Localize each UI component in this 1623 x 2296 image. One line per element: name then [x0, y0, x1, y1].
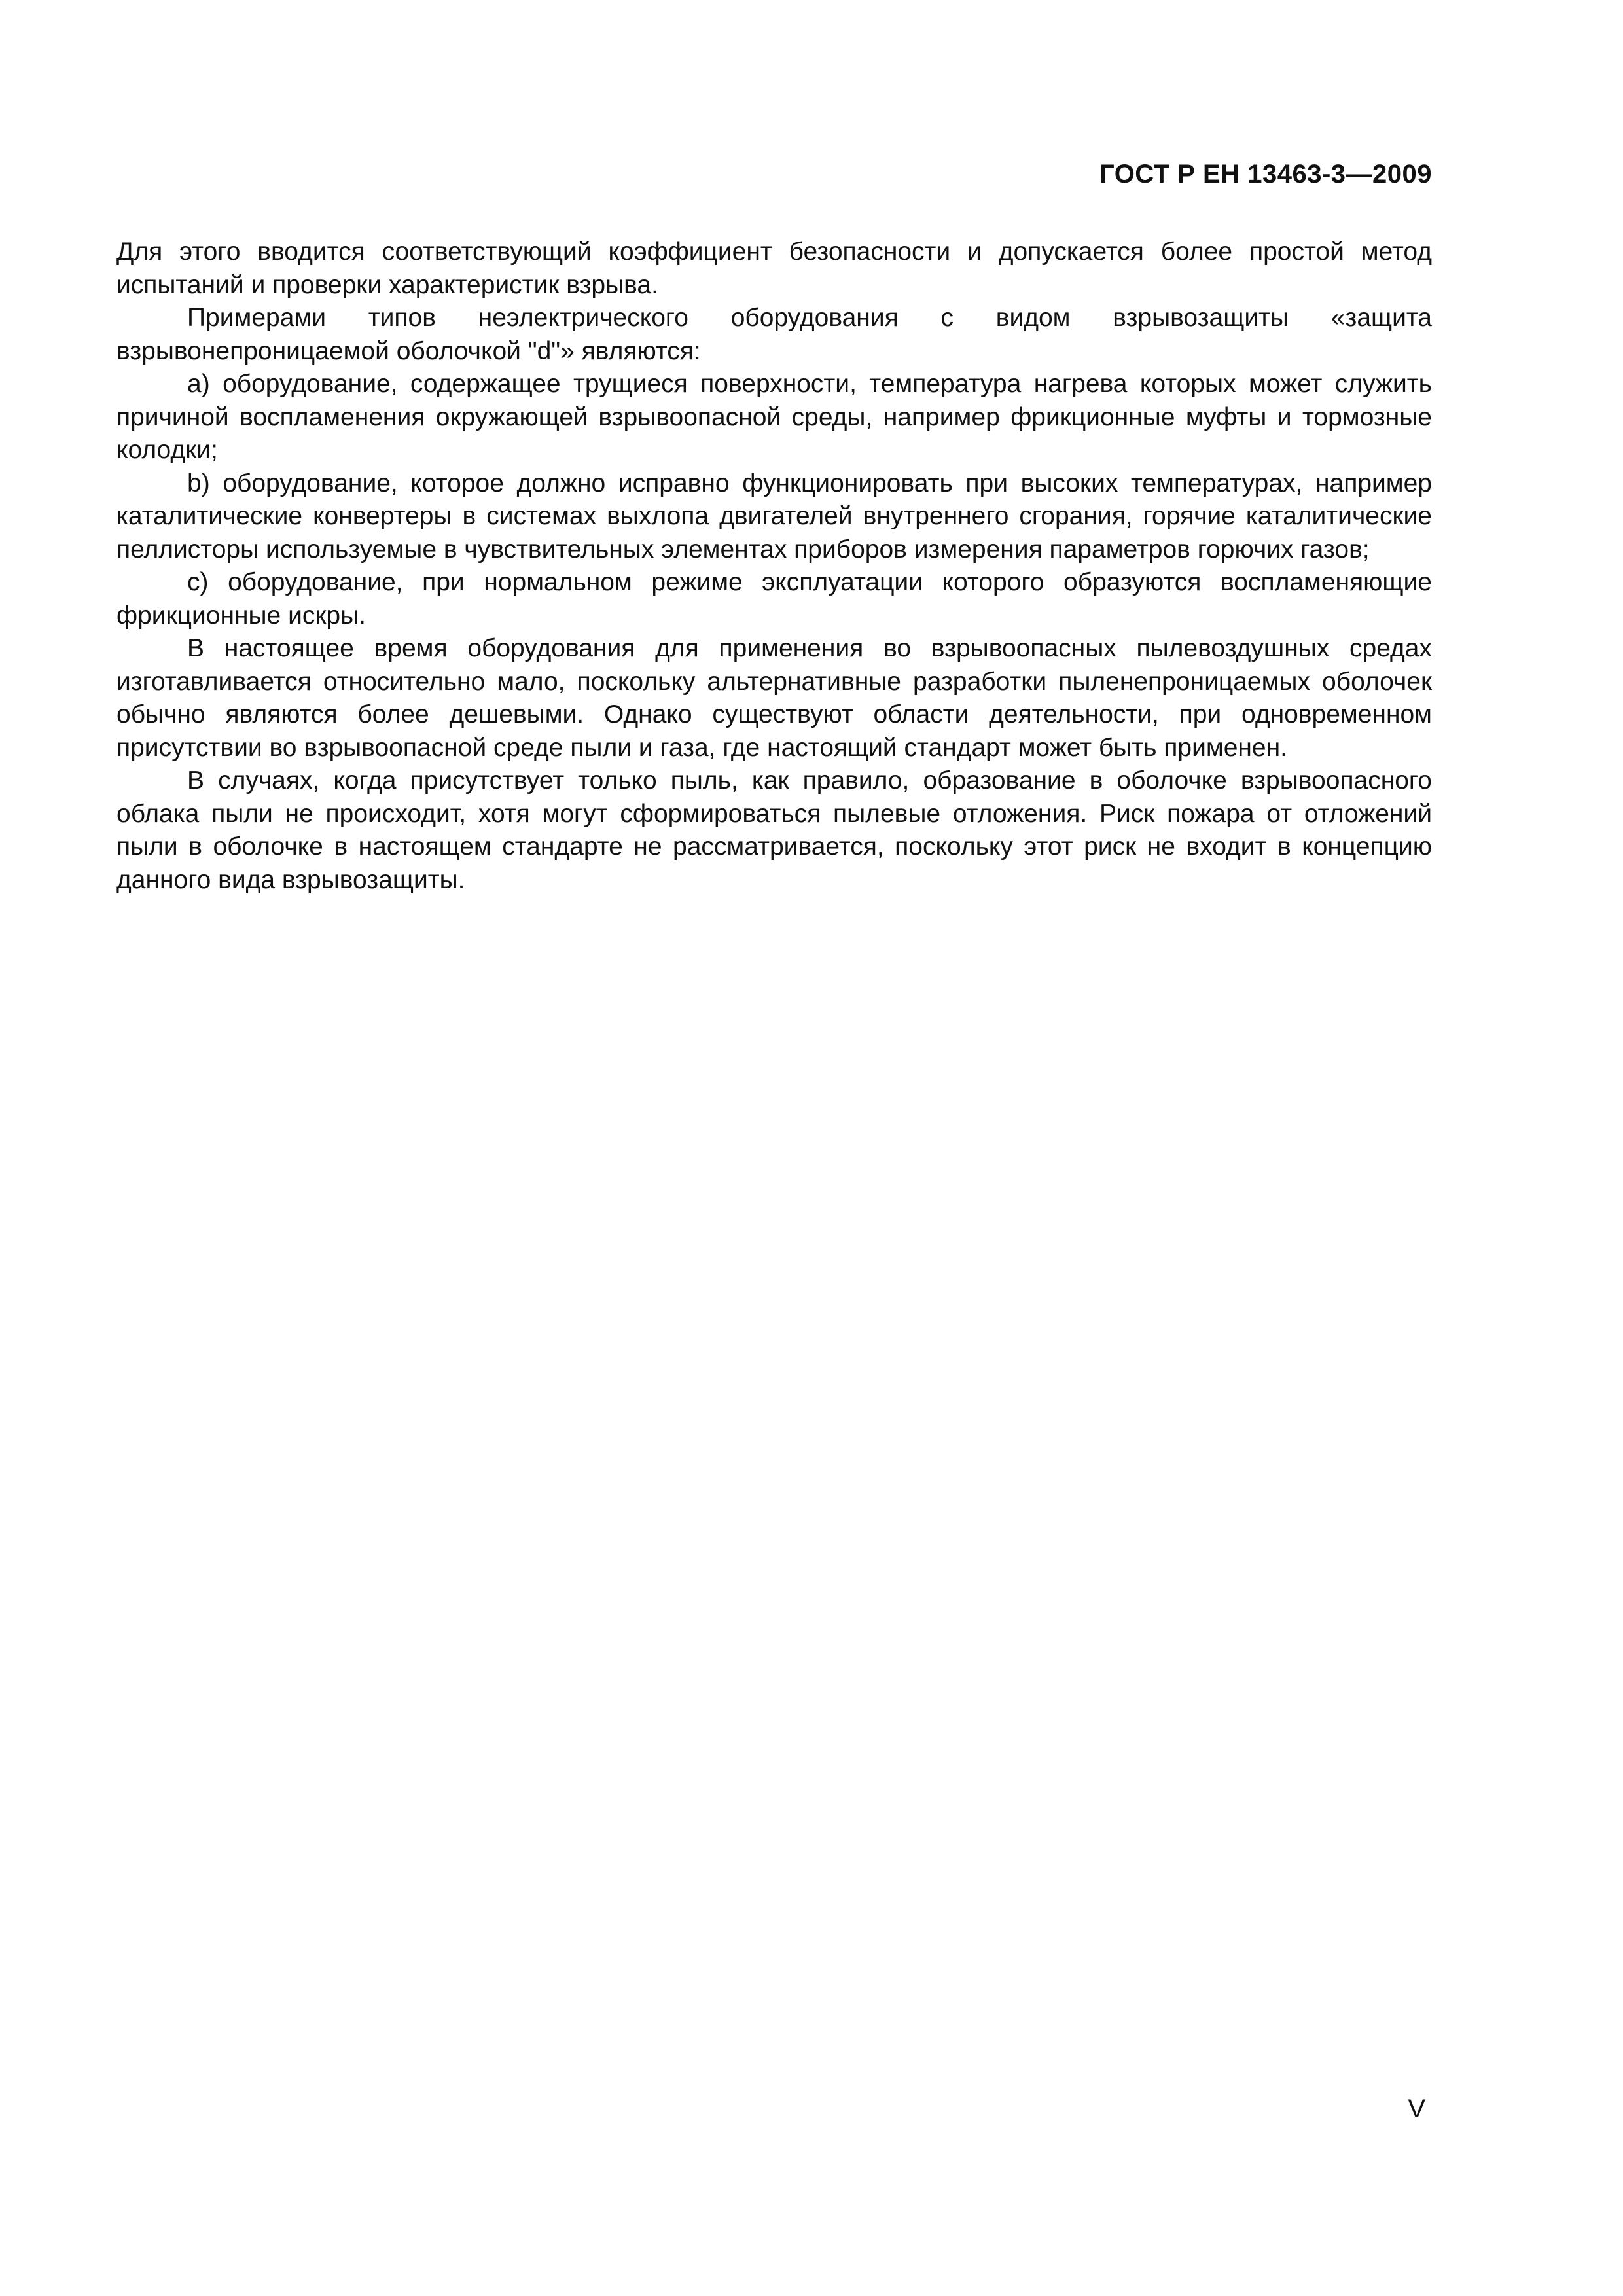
paragraph-dust-only: В случаях, когда присутствует только пыль, как правило, образование в оболочке взрывоопасного облака пыли не происходит, хотя могут сформироваться пылевые отложения. Риск пожара от отложений пыли в оболочке в настоящем стандарте не рассматривается, поскольку этот риск не входит в концепцию данного вида взрывозащиты. — [116, 766, 1432, 894]
paragraph-examples-intro: Примерами типов неэлектрического оборудования с видом взрывозащиты «защита взрывонепроницаемой оболочкой "d"» являются: — [116, 304, 1432, 365]
list-item-a: a) оборудование, содержащее трущиеся поверхности, температура нагрева которых может служить причиной воспламенения окружающей взрывоопасной среды, например фрикционные муфты и тормозные колодки; — [116, 370, 1432, 464]
list-item-c: c) оборудование, при нормальном режиме эксплуатации которого образуются воспламеняющие фрикционные искры. — [116, 568, 1432, 630]
page-number: V — [1408, 2094, 1425, 2123]
document-standard-code: ГОСТ Р ЕН 13463-3—2009 — [1099, 160, 1432, 188]
paragraph-dust-equipment: В настоящее время оборудования для применения во взрывоопасных пылевоздушных средах изготавливается относительно мало, поскольку альтернативные разработки пыленепроницаемых оболочек обычно являются более дешевыми. Однако существуют области деятельности, при одновременном присутствии во взрывоопасной среде пыли и газа, где настоящий стандарт может быть применен. — [116, 634, 1432, 762]
list-item-b: b) оборудование, которое должно исправно функционировать при высоких температурах, например каталитические конвертеры в системах выхлопа двигателей внутреннего сгорания, горячие каталитические пеллисторы используемые в чувствительных элементах приборов измерения параметров горючих газов; — [116, 469, 1432, 564]
document-body — [116, 236, 1432, 897]
paragraph-intro-continuation: Для этого вводится соответствующий коэффициент безопасности и допускается более простой метод испытаний и проверки характеристик взрыва. — [116, 238, 1432, 299]
